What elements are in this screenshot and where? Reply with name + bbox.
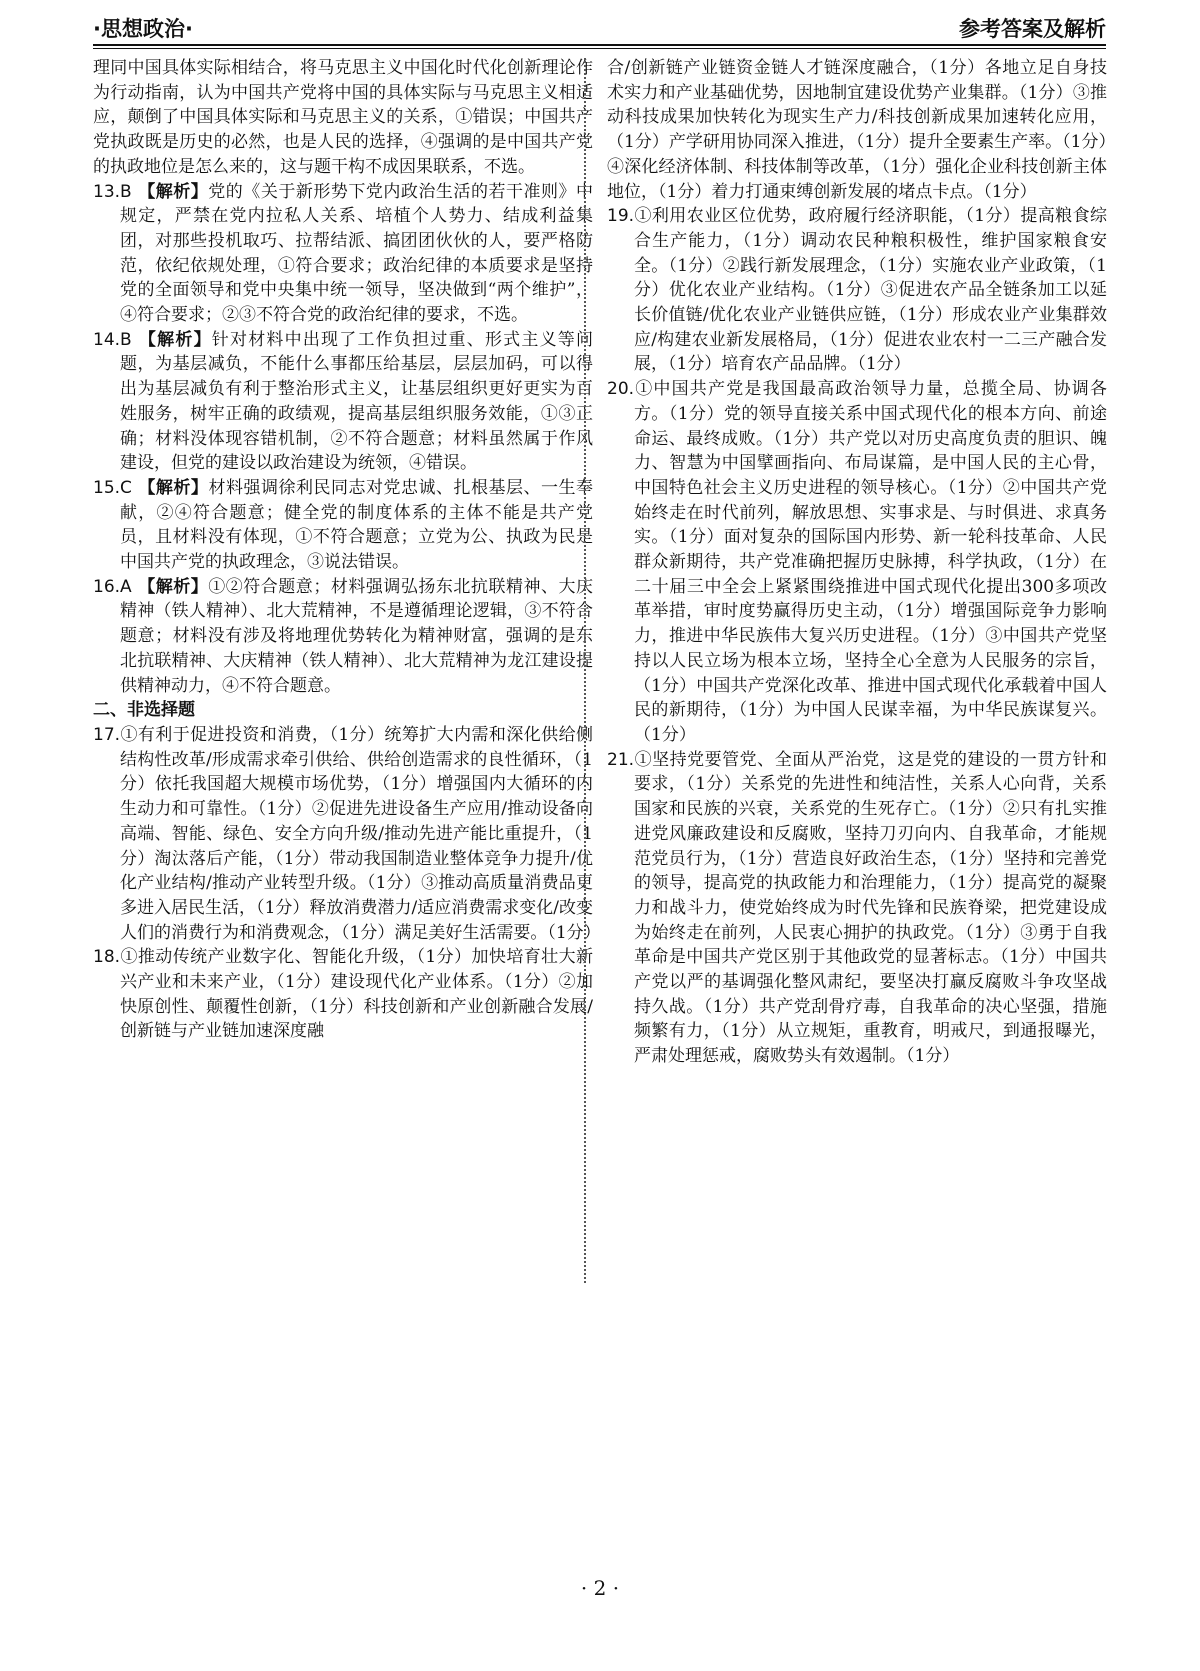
answer-item-20 [607,377,1107,748]
question-number: 16. [93,576,121,597]
question-number: 19. [607,206,635,227]
right-column [607,56,1107,1069]
answer-letter: B [120,329,132,350]
answer-text: ①推动传统产业数字化、智能化升级，（1分）加快培育壮大新兴产业和未来产业，（1分）建设现代化产业体系。（1分）②加快原创性、颠覆性创新，（1分）科技创新和产业创新融合发展/创新链与产业链加速深度融 [120,947,593,1042]
answer-text: ①利用农业区位优势，政府履行经济职能，（1分）提高粮食综合生产能力，（1分）调动农民种粮积极性，维护国家粮食安全。（1分）②践行新发展理念，（1分）实施农业产业政策，（1分）优化农业产业结构。（1分）③促进农产品全链条加工以延长价值链/优化农业产业链供应链，（1分）形成农业产业集群效应/构建农业新发展格局，（1分）促进农业农村一二三产融合发展，（1分）培育农产品品牌。（1分） [634,206,1107,375]
answer-item-18 [93,945,593,1044]
analysis-tag: 【解析】 [137,576,209,597]
answer-item-16 [93,575,593,699]
analysis-text: 针对材料中出现了工作负担过重、形式主义等问题，为基层减负，不能什么事都压给基层，层层加码，可以得出为基层减负有利于整治形式主义，让基层组织更好更实为百姓服务，树牢正确的政绩观，提高基层组织服务效能，①③正确；材料没体现容错机制，②不符合题意；材料虽然属于作风建设，但党的建设以政治建设为统领，④错误。 [120,329,594,474]
question-number: 14. [93,329,121,350]
continuation-text: 合/创新链产业链资金链人才链深度融合，（1分）各地立足自身技术实力和产业基础优势，因地制宜建设优势产业集群。（1分）③推动科技成果加快转化为现实生产力/科技创新成果加速转化应用，（1分）产学研用协同深入推进，（1分）提升全要素生产率。（1分）④深化经济体制、科技体制等改革，（1分）强化企业科技创新主体地位，（1分）着力打通束缚创新发展的堵点卡点。（1分） [607,58,1107,202]
column-divider [584,58,586,1283]
question-number: 13. [93,181,121,202]
header-rule-thin [93,48,1106,49]
analysis-text: ①②符合题意；材料强调弘扬东北抗联精神、大庆精神（铁人精神）、北大荒精神，不是遵循理论逻辑，③不符合题意；材料没有涉及将地理优势转化为精神财富，强调的是东北抗联精神、大庆精神（铁人精神）、北大荒精神为龙江建设提供精神动力，④不符合题意。 [120,576,594,696]
analysis-text: 党的《关于新形势下党内政治生活的若干准则》中规定，严禁在党内拉私人关系、培植个人势力、结成利益集团，对那些投机取巧、拉帮结派、搞团团伙伙的人，要严格防范，依纪依规处理，①符合要求；政治纪律的本质要求是坚持党的全面领导和党中央集中统一领导，坚决做到“两个维护”，④符合要求；②③不符合党的政治纪律的要求，不选。 [120,181,594,326]
answer-item-15 [93,476,593,575]
left-column [93,56,601,1044]
answer-text: ①中国共产党是我国最高政治领导力量，总揽全局、协调各方。（1分）党的领导直接关系中国式现代化的根本方向、前途命运、最终成败。（1分）共产党以对历史高度负责的胆识、魄力、智慧为中国擘画指向、布局谋篇，是中国人民的主心骨，中国特色社会主义历史进程的领导核心。（1分）②中国共产党始终走在时代前列，解放思想、实事求是、与时俱进、求真务实。（1分）面对复杂的国际国内形势、新一轮科技革命、人民群众新期待，共产党准确把握历史脉搏，科学执政，（1分）在二十届三中全会上紧紧围绕推进中国式现代化提出300多项改革举措，审时度势赢得历史主动，（1分）增强国际竞争力影响力，推进中华民族伟大复兴历史进程。（1分）③中国共产党坚持以人民立场为根本立场，坚持全心全意为人民服务的宗旨，（1分）中国共产党深化改革、推进中国式现代化承载着中国人民的新期待，（1分）为中国人民谋幸福，为中华民族谋复兴。（1分） [634,379,1107,745]
question-number: 15. [93,477,121,498]
answer-letter: C [120,477,132,498]
header-rule [93,44,1106,46]
answer-text: ①坚持党要管党、全面从严治党，这是党的建设的一贯方针和要求，（1分）关系党的先进性和纯洁性，关系人心向背，关系国家和民族的兴衰，关系党的生死存亡。（1分）②只有扎实推进党风廉政建设和反腐败，坚持刀刃向内、自我革命，才能规范党员行为，（1分）营造良好政治生态，（1分）坚持和完善党的领导，提高党的执政能力和治理能力，（1分）提高党的凝聚力和战斗力，使党始终成为时代先锋和民族脊梁，把党建设成为始终走在前列，人民衷心拥护的执政党。（1分）③勇于自我革命是中国共产党区别于其他政党的显著标志。（1分）中国共产党以严的基调强化整风肃纪，要坚决打赢反腐败斗争攻坚战持久战。（1分）共产党刮骨疗毒，自我革命的决心坚强，措施频繁有力，（1分）从立规矩，重教育，明戒尺，到通报曝光，严肃处理惩戒，腐败势头有效遏制。（1分） [634,749,1107,1067]
page-number: · 2 · [580,1576,620,1600]
continuation-text: 理同中国具体实际相结合，将马克思主义中国化时代化创新理论作为行动指南，认为中国共产党将中国的具体实际与马克思主义相适应，颠倒了中国具体实际和马克思主义的关系，①错误；中国共产党执政既是历史的必然，也是人民的选择，④强调的是中国共产党的执政地位是怎么来的，这与题干构不成因果联系，不选。 [93,58,593,177]
analysis-text: 材料强调徐利民同志对党忠诚、扎根基层、一生奉献，②④符合题意；健全党的制度体系的主体不能是共产党员，且材料没有体现，①不符合题意；立党为公、执政为民是中国共产党的执政理念，③说法错误。 [120,477,593,573]
section-title: 参考答案及解析 [959,17,1106,41]
answer-item-21 [607,748,1107,1069]
analysis-tag: 【解析】 [137,181,209,202]
question-number: 21. [607,749,635,770]
subject-title: ·思想政治· [93,17,193,41]
section-heading: 二、非选择题 [93,700,195,721]
answer-letter: B [120,181,132,202]
answer-item-17 [93,723,601,945]
question-number: 17. [93,724,121,745]
analysis-tag: 【解析】 [137,329,212,350]
answer-item-19 [607,204,1107,377]
answer-item-14 [93,328,593,476]
answer-item-13 [93,180,593,328]
analysis-tag: 【解析】 [137,477,209,498]
page-header [93,10,1106,46]
question-number: 20. [607,379,635,400]
answer-letter: A [120,576,132,597]
question-number: 18. [93,947,121,968]
answer-text: ①有利于促进投资和消费，（1分）统筹扩大内需和深化供给侧结构性改革/形成需求牵引供给、供给创造需求的良性循环，（1分）依托我国超大规模市场优势，（1分）增强国内大循环的内生动力和可靠性。（1分）②促进先进设备生产应用/推动设备向高端、智能、绿色、安全方向升级/推动先进产能比重提升，（1分）淘汰落后产能，（1分）带动我国制造业整体竞争力提升/优化产业结构/推动产业转型升级。（1分）③推动高质量消费品更多进入居民生活，（1分）释放消费潜力/适应消费需求变化/改变人们的消费行为和消费观念，（1分）满足美好生活需要。（1分） [120,724,601,943]
